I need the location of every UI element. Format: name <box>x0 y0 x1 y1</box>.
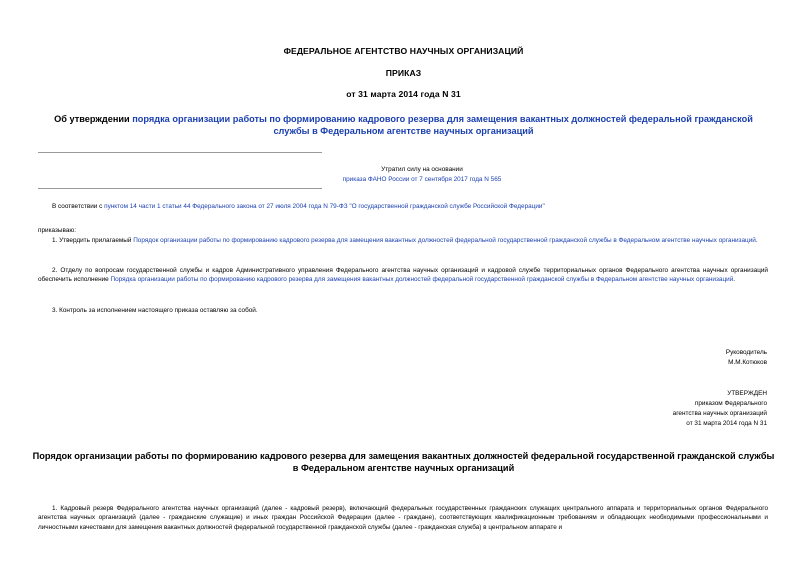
preamble-prefix: В соответствии с <box>52 203 105 210</box>
procedure-title: Порядок организации работы по формированию кадрового резерва для замещения вакантных должностей федеральной государственной гражданской службы в Федеральном агентстве научных организаций <box>32 451 775 473</box>
item-2-suffix: . <box>733 276 736 284</box>
title-link[interactable]: порядка организации работы по формированию кадрового резерва для замещения вакантных должностей федеральной гражданской службы в Федеральном агентстве научных организаций <box>132 114 753 136</box>
signature-position: Руководитель <box>725 349 767 356</box>
item-1-suffix: . <box>755 237 758 244</box>
item-1-text: 1. Утвердить прилагаемый <box>52 237 134 244</box>
order-word: приказываю: <box>38 227 76 234</box>
procedure-paragraph-1 <box>38 504 768 532</box>
procedure-paragraph-1-text: 1. Кадровый резерв Федерального агентства научных организаций (далее - кадровый резерв), включающий федеральных государственных гражданских служащих центрального аппарата и территориальных органов Федерального агентства научных организаций (далее - гражданские служащие) и иных граждан Российской Федерации (далее - граждане), соответствующих квалификационным требованиям и обладающих необходимыми профессиональными и личностными качествами для замещения вакантных должностей федеральной государственной гражданской службы (далее - гражданская служба) в центральном аппарате и <box>38 505 768 531</box>
doc-type: ПРИКАЗ <box>385 68 422 78</box>
order-item-1 <box>38 236 768 245</box>
status-note-line1: Утратил силу на основании <box>381 166 463 173</box>
preamble <box>38 202 768 211</box>
item-3-text: 3. Контроль за исполнением настоящего приказа оставляю за собой. <box>52 307 258 314</box>
divider-line <box>38 188 322 189</box>
item-2-link[interactable]: Порядка организации работы по формированию кадрового резерва для замещения вакантных должностей федеральной государственной гражданской службы в Федеральном агентстве научных организаций <box>110 276 734 284</box>
approval-line-4: от 31 марта 2014 года N 31 <box>686 420 767 427</box>
signature-name: М.М.Котюков <box>728 359 767 366</box>
item-2-text: 2. Отделу по вопросам государственной службы и кадров Административного управления Федерального агентства научных организаций и кадровой службе территориальных органов Федерального агентства научных организаций обеспечить исполнение <box>38 267 768 284</box>
approval-line-1: УТВЕРЖДЕН <box>727 390 767 397</box>
order-item-3 <box>38 306 768 315</box>
doc-date: от 31 марта 2014 года N 31 <box>346 89 461 99</box>
order-item-2 <box>38 266 768 285</box>
document-title <box>42 113 765 137</box>
approval-line-2: приказом Федерального <box>694 400 767 407</box>
agency-name: ФЕДЕРАЛЬНОЕ АГЕНТСТВО НАУЧНЫХ ОРГАНИЗАЦИЙ <box>283 46 524 56</box>
item-1-link[interactable]: Порядок организации работы по формированию кадрового резерва для замещения вакантных должностей федеральной государственной гражданской службы в Федеральном агентстве научных организаций <box>133 237 756 244</box>
divider-line <box>38 152 322 153</box>
approval-line-3: агентства научных организаций <box>672 410 767 417</box>
title-prefix: Об утверждении <box>54 114 133 124</box>
status-note-link[interactable]: приказа ФАНО России от 7 сентября 2017 года N 565 <box>342 176 502 183</box>
preamble-law-link[interactable]: пунктом 14 части 1 статьи 44 Федерального закона от 27 июля 2004 года N 79-ФЗ "О государственной гражданской службе Российской Федерации" <box>104 203 545 210</box>
